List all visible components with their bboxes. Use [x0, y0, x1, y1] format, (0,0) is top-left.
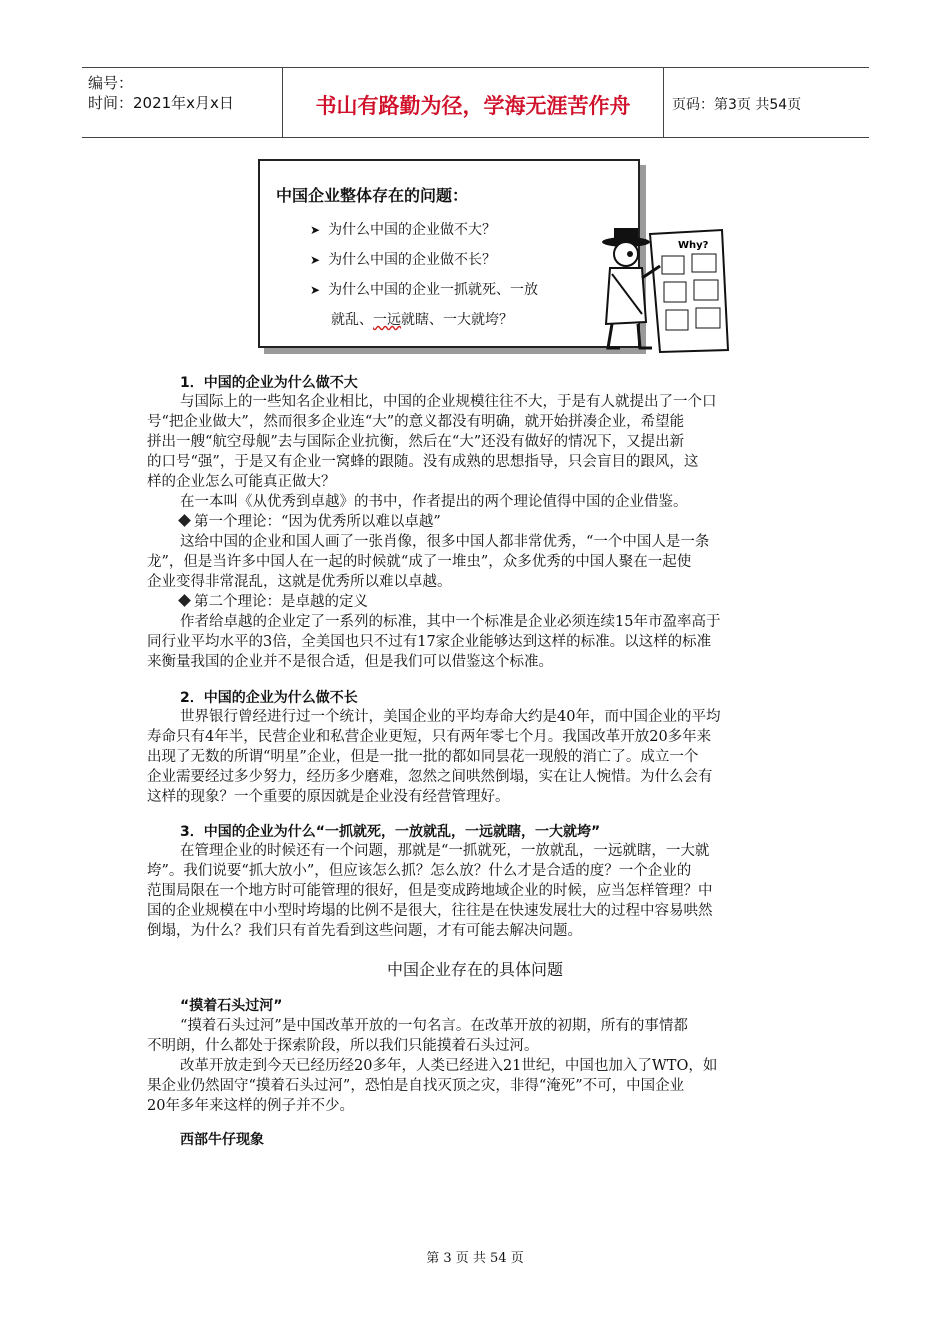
box-item: ➤ 为什么中国的企业做不大？ — [310, 222, 497, 238]
paragraph-line: 这样的现象？一个重要的原因就是企业没有经营管理好。 — [147, 789, 510, 805]
subheading-cowboy: 西部牛仔现象 — [180, 1132, 264, 1148]
paragraph-line: 号“把企业做大”，然而很多企业连“大”的意义都没有明确，就开始拼凑企业，希望能 — [147, 414, 685, 430]
theory-2-heading: 第二个理论：是卓越的定义 — [180, 592, 840, 612]
date-label: 时间：2021年x月x日 — [88, 94, 234, 112]
paragraph-line: 来衡量我国的企业并不是很合适，但是我们可以借鉴这个标准。 — [147, 654, 553, 670]
paragraph-line: 改革开放走到今天已经历经20多年，人类已经进入21世纪，中国也加入了WTO，如 — [180, 1058, 718, 1074]
why-sign-text: Why? — [678, 240, 709, 251]
box-item: ➤ 为什么中国的企业做不长？ — [310, 252, 497, 268]
paragraph-line: 企业变得非常混乱，这就是优秀所以难以卓越。 — [147, 574, 452, 590]
paragraph-line: 样的企业怎么可能真正做大？ — [147, 474, 336, 490]
page-header — [82, 67, 869, 138]
number-label: 编号： — [88, 74, 134, 92]
box-item-continuation: 就乱、一远就瞎、一大就垮？ — [331, 312, 513, 328]
paragraph-line: 的口号“强”，于是又有企业一窝蜂的跟随。没有成熟的思想指导，只会盲目的跟风，这 — [147, 454, 699, 470]
paragraph-line: 在管理企业的时候还有一个问题，那就是“一抓就死，一放就乱，一远就瞎，一大就 — [180, 843, 710, 859]
paragraph-line: 出现了无数的所谓“明星”企业，但是一批一批的都如同昙花一现般的消亡了。成立一个 — [147, 749, 699, 765]
paragraph-line: 在一本叫《从优秀到卓越》的书中，作者提出的两个理论值得中国的企业借鉴。 — [180, 494, 688, 510]
paragraph-line: 不明朗，什么都处于探索阶段，所以我们只能摸着石头过河。 — [147, 1038, 539, 1054]
paragraph-line: 同行业平均水平的3倍，全美国也只不过有17家企业能够达到这样的标准。以这样的标准 — [147, 634, 712, 650]
paragraph-line: 企业需要经过多少努力，经历多少磨难，忽然之间哄然倒塌，实在让人惋惜。为什么会有 — [147, 769, 713, 785]
arrow-icon: ➤ — [310, 223, 321, 237]
problem-box — [258, 159, 640, 348]
section-2-title: 2．中国的企业为什么做不长 — [180, 690, 358, 706]
motto: 书山有路勤为径，学海无涯苦作舟 — [315, 94, 631, 118]
paragraph-line: 与国际上的一些知名企业相比，中国的企业规模往往不大，于是有人就提出了一个口 — [180, 394, 717, 410]
paragraph-line: 倒塌，为什么？我们只有首先看到这些问题，才有可能去解决问题。 — [147, 923, 582, 939]
paragraph-line: “摸着石头过河”是中国改革开放的一句名言。在改革开放的初期，所有的事情都 — [180, 1018, 688, 1034]
box-item: ➤ 为什么中国的企业一抓就死、一放 — [310, 282, 539, 298]
paragraph-line: 寿命只有4年半，民营企业和私营企业更短，只有两年零七个月。我国改革开放20多年来 — [147, 729, 712, 745]
paragraph-line: 20年多年来这样的例子并不少。 — [147, 1098, 354, 1114]
header-page-cell — [664, 68, 869, 137]
paragraph-line: 果企业仍然固守“摸着石头过河”，恐怕是自找灭顶之灾，非得“淹死”不可，中国企业 — [147, 1078, 685, 1094]
arrow-icon: ➤ — [310, 283, 321, 297]
why-cartoon-illustration — [588, 226, 738, 354]
section-3-title: 3．中国的企业为什么“一抓就死，一放就乱，一远就瞎，一大就垮” — [180, 824, 601, 840]
arrow-icon: ➤ — [310, 253, 321, 267]
diamond-bullet-icon — [178, 594, 191, 607]
page-footer: 第 3 页 共 54 页 — [426, 1251, 524, 1266]
diamond-bullet-icon — [178, 514, 191, 527]
paragraph-line: 拼出一艘“航空母舰”去与国际企业抗衡，然后在“大”还没有做好的情况下，又提出新 — [147, 434, 685, 450]
subheading-stone: “摸着石头过河” — [180, 998, 283, 1014]
page-label: 页码：第3页 共54页 — [672, 97, 802, 113]
paragraph-line: 龙”，但是当许多中国人在一起的时候就“成了一堆虫”，众多优秀的中国人聚在一起使 — [147, 554, 692, 570]
paragraph-line: 国的企业规模在中小型时垮塌的比例不是很大，往往是在快速发展壮大的过程中容易哄然 — [147, 903, 713, 919]
paragraph-line: 世界银行曾经进行过一个统计，美国企业的平均寿命大约是40年，而中国企业的平均 — [180, 709, 721, 725]
paragraph-line: 这给中国的企业和国人画了一张肖像，很多中国人都非常优秀，“一个中国人是一条 — [180, 534, 710, 550]
header-left-cell — [82, 68, 283, 137]
section-heading: 中国企业存在的具体问题 — [386, 960, 563, 979]
header-motto-cell — [283, 68, 664, 137]
paragraph-line: 作者给卓越的企业定了一系列的标准，其中一个标准是企业必须连续15年市盈率高于 — [180, 614, 721, 630]
theory-1-heading: 第一个理论：“因为优秀所以难以卓越” — [180, 512, 840, 532]
paragraph-line: 范围局限在一个地方时可能管理的很好，但是变成跨地域企业的时候，应当怎样管理？中 — [147, 883, 713, 899]
paragraph-line: 垮”。我们说要“抓大放小”，但应该怎么抓？怎么放？什么才是合适的度？一个企业的 — [147, 863, 692, 879]
section-1-title: 1．中国的企业为什么做不大 — [180, 375, 358, 391]
box-title: 中国企业整体存在的问题： — [276, 186, 469, 205]
